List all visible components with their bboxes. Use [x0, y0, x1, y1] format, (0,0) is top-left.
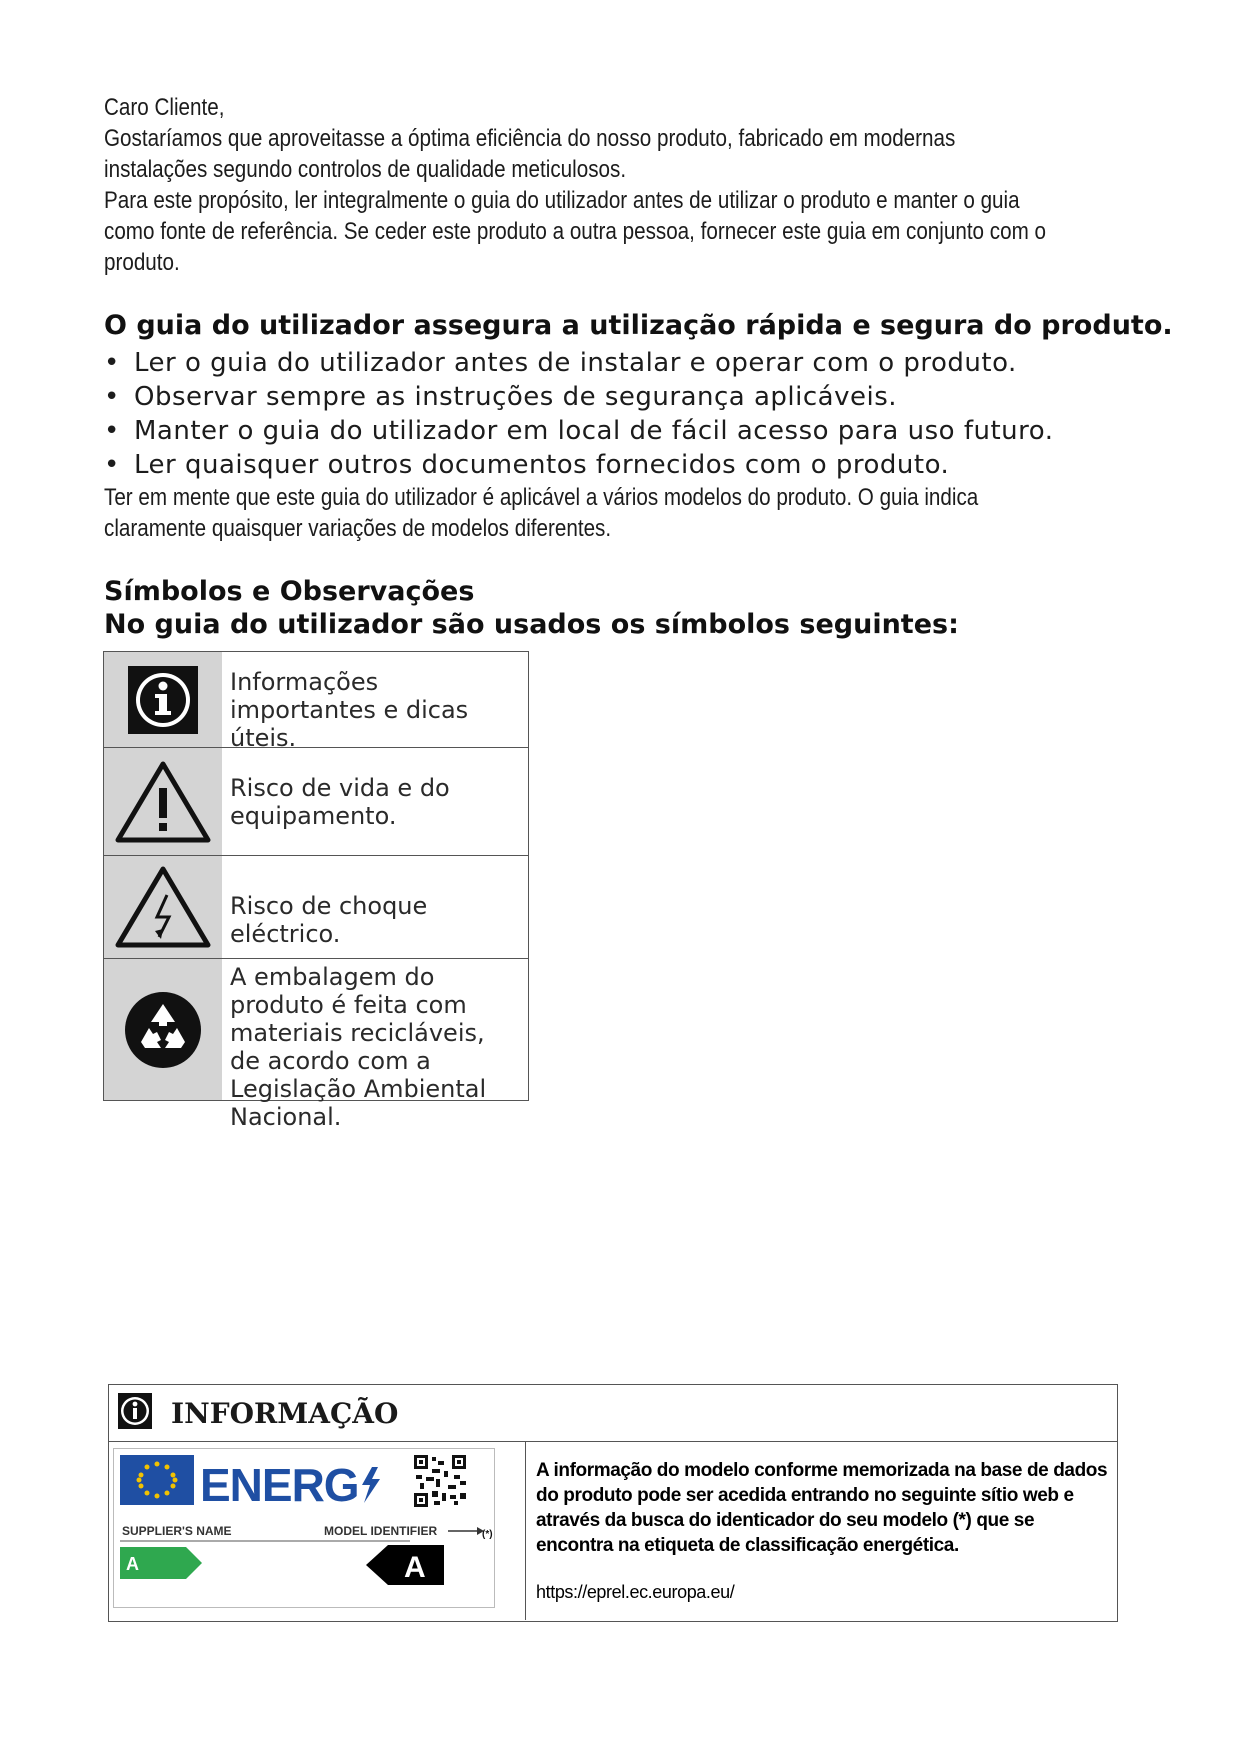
energy-label	[113, 1448, 495, 1608]
model-identifier: MODEL IDENTIFIER	[324, 1524, 438, 1538]
salutation: Caro Cliente,	[104, 94, 225, 121]
note-line: claramente quaisquer variações de modelos diferentes.	[104, 515, 612, 542]
energy-class-left: A	[126, 1554, 139, 1574]
info-box-body	[109, 1442, 1117, 1620]
electric-shock-icon	[104, 856, 222, 958]
intro-line: Gostaríamos que aproveitasse a óptima eficiência do nosso produto, fabricado em modernas	[104, 125, 956, 152]
intro-paragraph	[104, 92, 1136, 278]
intro-line: produto.	[104, 249, 180, 276]
warning-icon	[104, 748, 222, 855]
energy-class-right: A	[404, 1551, 426, 1584]
note-line: Ter em mente que este guia do utilizador é aplicável a vários modelos do produto. O guia indica	[104, 484, 979, 511]
eprel-description: A informação do modelo conforme memorizada na base de dados do produto pode ser acedida entrando no seguinte sítio web e através da busca do identicador do seu modelo (*) que se encontra na etiqueta de classificação energética.	[536, 1460, 1108, 1556]
model-marker: (*)	[482, 1529, 493, 1540]
symbol-description: Risco de choque eléctrico.	[230, 892, 428, 948]
bullet-item: • Manter o guia do utilizador em local de fácil acesso para uso futuro.	[104, 414, 1053, 448]
symbol-description: A embalagem do produto é feita com materiais recicláveis, de acordo com a Legislação Ambiental Nacional.	[230, 963, 487, 1131]
info-box-title: INFORMAÇÃO	[171, 1396, 399, 1430]
info-icon	[117, 1392, 153, 1435]
bullet-item: • Observar sempre as instruções de segurança aplicáveis.	[104, 380, 1053, 414]
symbols-subheading: No guia do utilizador são usados os símbolos seguintes:	[104, 609, 959, 640]
symbol-description: Risco de vida e do equipamento.	[230, 774, 450, 830]
supplier-name: SUPPLIER'S NAME	[122, 1524, 232, 1538]
info-icon	[104, 652, 222, 747]
information-box	[108, 1384, 1118, 1622]
recycle-icon	[104, 959, 222, 1100]
qr-code-icon	[414, 1455, 466, 1507]
guide-bullet-list	[104, 346, 1053, 482]
intro-line: Para este propósito, ler integralmente o guia do utilizador antes de utilizar o produto e manter o guia	[104, 187, 1020, 214]
info-box-header	[109, 1385, 1117, 1442]
lightning-icon	[362, 1467, 380, 1503]
symbol-row	[104, 652, 528, 752]
symbol-description: Informações importantes e dicas úteis.	[230, 668, 469, 752]
symbols-table	[103, 651, 529, 1131]
guide-heading: O guia do utilizador assegura a utilização rápida e segura do produto.	[104, 310, 1173, 341]
energy-brand: ENERG	[200, 1459, 359, 1511]
eprel-link[interactable]: https://eprel.ec.europa.eu/	[536, 1582, 735, 1602]
symbol-row	[104, 856, 528, 959]
bullet-item: • Ler o guia do utilizador antes de instalar e operar com o produto.	[104, 346, 1053, 380]
info-box-text	[526, 1442, 1117, 1620]
energy-label-area	[109, 1442, 526, 1620]
symbols-heading: Símbolos e Observações	[104, 576, 475, 607]
models-note	[104, 482, 1136, 544]
eu-flag-icon	[120, 1455, 194, 1505]
symbol-row	[104, 959, 528, 1131]
symbol-row	[104, 748, 528, 856]
intro-line: instalações segundo controlos de qualidade meticulosos.	[104, 156, 627, 183]
bullet-item: • Ler quaisquer outros documentos fornecidos com o produto.	[104, 448, 1053, 482]
intro-line: como fonte de referência. Se ceder este produto a outra pessoa, fornecer este guia em conjunto com o	[104, 218, 1046, 245]
